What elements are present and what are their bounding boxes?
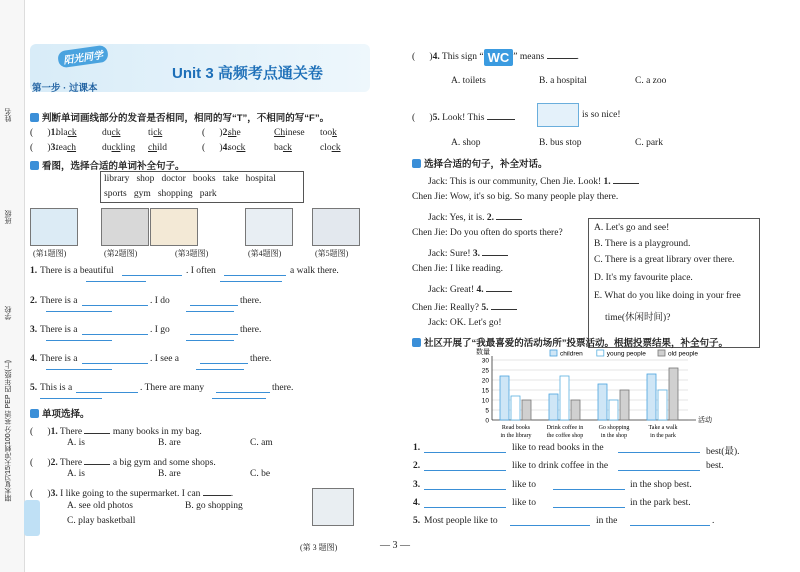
s2-sentence-part-c: there. [272, 383, 294, 393]
dialogue-speaker: Jack: [428, 177, 450, 187]
s2-sentence-part-b: . I often [186, 266, 216, 276]
s1-item-num: 1. [50, 128, 58, 138]
caption-1: (第1题图) [33, 249, 67, 258]
s2-blank-1[interactable] [76, 383, 138, 393]
s5-text-tail: . [712, 516, 715, 526]
bar-young-people [609, 400, 618, 420]
dialogue-text: Great! [449, 285, 477, 295]
q3-line: ( )3. I like going to the supermarket. I can . [30, 486, 233, 499]
s1-item [30, 128, 163, 138]
bar-children [598, 384, 607, 420]
bar-young-people [511, 396, 520, 420]
s5-blank-2[interactable] [553, 498, 625, 508]
dialogue-option: D. It's my favourite place. [594, 273, 693, 283]
sidebar-school-label: 学校 [5, 306, 12, 320]
x-tick-label: in the shop [600, 433, 628, 439]
s2-sentence-num: 4. [30, 354, 38, 364]
s5-text-end: in the [596, 516, 618, 526]
legend-swatch [597, 350, 604, 356]
dialogue-blank[interactable] [482, 246, 508, 256]
s1-underlined-part: k [332, 128, 337, 138]
q3-caption: (第 3 题图) [300, 543, 338, 552]
legend-swatch [550, 350, 557, 356]
s1-underlined-part: ck [153, 128, 163, 138]
s2-blank-1[interactable] [82, 296, 148, 306]
bar-children [549, 394, 558, 420]
dialogue-blank-num: 1. [603, 177, 613, 187]
s1-word: duck [102, 128, 121, 138]
s5-text-mid: like to [512, 498, 537, 508]
dialogue-speaker: Chen Jie: [412, 228, 450, 238]
s2-sentence-num: 1. [30, 266, 38, 276]
s2-blank-2[interactable] [216, 383, 270, 393]
s2-blank-2b[interactable] [196, 368, 244, 370]
y-tick-label: 10 [481, 397, 489, 405]
legend-label: old people [668, 350, 698, 358]
s2-sentence-part-b: . I do [150, 296, 170, 306]
dialogue-speaker: Jack: [428, 285, 450, 295]
s1-item [202, 128, 337, 138]
s1-word: child [148, 143, 167, 153]
s1-word: teach [56, 143, 77, 153]
q2-text-b: a big gym and some shops. [112, 458, 216, 468]
s5-text-mid: like to read books in the [512, 443, 604, 453]
s1-word: she [228, 128, 241, 138]
dialogue-text: Yes, it is. [449, 213, 487, 223]
s1-answer-paren[interactable]: ( ) [202, 143, 223, 153]
dialogue-line [412, 228, 563, 238]
s2-blank-2b[interactable] [220, 280, 282, 282]
dialogue-blank[interactable] [496, 210, 522, 220]
legend-swatch [658, 350, 665, 356]
s2-sentence-part-a: There is a beautiful [40, 266, 114, 276]
bus-stop-icon [537, 103, 579, 127]
s1-underlined-part: ck [111, 128, 121, 138]
s2-blank-2[interactable] [224, 266, 286, 276]
s2-sentence-part-a: There is a [40, 325, 78, 335]
dialogue-option: time(休闲时间)? [605, 313, 671, 323]
q5-option-b[interactable]: B. bus stop [539, 138, 582, 148]
dialogue-line [428, 246, 508, 259]
s5-sentence-num: 3. [413, 480, 421, 490]
dialogue-line [428, 282, 512, 295]
dialogue-line [412, 300, 517, 313]
s2-blank-1b[interactable] [46, 339, 112, 341]
s1-word: Chinese [274, 128, 305, 138]
q4-blank[interactable] [547, 49, 577, 59]
s1-underlined-part: ck [111, 143, 121, 153]
s2-sentence-part-c: there. [240, 325, 262, 335]
section-marker-icon [412, 159, 421, 168]
s2-sentence-part-a: There is a [40, 296, 78, 306]
q3-option-c[interactable]: C. play basketball [67, 516, 136, 526]
brand-logo: 阳光同学 [57, 45, 109, 69]
q4-text-a: This sign “ [441, 52, 484, 62]
dialogue-line [428, 210, 522, 223]
s2-sentence-num: 2. [30, 296, 38, 306]
s1-item [30, 143, 167, 153]
sidebar-class-label: 班级 [5, 210, 12, 224]
s2-blank-2b[interactable] [186, 339, 234, 341]
dialogue-option: E. What do you like doing in your free [594, 291, 741, 301]
s1-word: black [56, 128, 77, 138]
s5-blank-1[interactable] [424, 461, 506, 471]
s1-word: tick [148, 128, 163, 138]
dialogue-blank-num: 4. [476, 285, 487, 295]
dialogue-blank-num: 3. [472, 249, 483, 259]
s2-blank-1[interactable] [82, 354, 148, 364]
q1-num: 1. [50, 427, 58, 437]
dialogue-line [412, 192, 618, 202]
dialogue-speaker: Jack: [428, 318, 450, 328]
s5-sentence-num: 5. [413, 516, 421, 526]
s1-word: took [320, 128, 337, 138]
bar-children [500, 376, 509, 420]
s2-heading [30, 158, 185, 172]
legend-label: children [560, 350, 583, 358]
x-tick-label: Drink coffee in [546, 425, 584, 431]
x-tick-label: in the park [650, 433, 676, 439]
s4-heading-text: 选择合适的句子，补全对话。 [424, 159, 548, 170]
q4-option-b[interactable]: B. a hospital [539, 76, 587, 86]
picture-hospital [245, 208, 293, 246]
s1-word: clock [320, 143, 341, 153]
s2-sentence-part-c: there. [240, 296, 262, 306]
y-tick-label: 0 [485, 417, 489, 425]
s5-heading [412, 335, 728, 349]
picture-shop [150, 208, 198, 246]
brand-badge [24, 500, 40, 536]
x-tick-label: the coffee shop [546, 433, 584, 439]
q4-option-c[interactable]: C. a zoo [635, 76, 667, 86]
bar-old-people [620, 390, 629, 420]
s2-heading-text: 看图，选择合适的单词补全句子。 [42, 161, 185, 172]
s5-blank-1[interactable] [424, 498, 506, 508]
q3-text-a: I like going to the supermarket. I can [60, 489, 201, 499]
dialogue-speaker: Chen Jie: [412, 303, 450, 313]
dialogue-text: Do you often do sports there? [450, 228, 563, 238]
s1-underlined-part: Ch [274, 128, 286, 138]
q5-text-b: is so nice! [582, 110, 621, 120]
legend-label: young people [606, 350, 646, 358]
bar-children [647, 374, 656, 420]
s2-sentence-part-a: This is a [40, 383, 73, 393]
s2-sentence-part-b: . There are many [140, 383, 205, 393]
s5-text-mid: Most people like to [424, 516, 498, 526]
q4-num: 4. [432, 52, 440, 62]
word-bank-line1: library shop doctor books take hospital [104, 174, 276, 184]
s2-blank-1[interactable] [82, 325, 148, 335]
s5-blank-2[interactable] [618, 443, 700, 453]
s2-blank-2[interactable] [190, 325, 238, 335]
s1-heading [30, 110, 329, 124]
q2-option-c[interactable]: C. be [250, 469, 271, 479]
s2-blank-1[interactable] [122, 266, 182, 276]
q1-option-c[interactable]: C. am [250, 438, 273, 448]
q5-blank[interactable] [487, 110, 515, 120]
y-tick-label: 25 [481, 367, 489, 375]
q2-option-b[interactable]: B. are [158, 469, 181, 479]
q3-blank[interactable] [203, 486, 231, 496]
q5-num: 5. [432, 113, 440, 123]
caption-5: (第5题图) [315, 249, 349, 258]
x-tick-label: Go shopping [598, 425, 630, 431]
s1-answer-paren[interactable]: ( ) [30, 143, 51, 153]
s2-blank-2b[interactable] [186, 310, 234, 312]
q5-text-a: Look! This [442, 113, 485, 123]
dialogue-options-box [588, 218, 760, 348]
s5-blank-2[interactable] [618, 461, 700, 471]
s1-underlined-part: ch [148, 143, 157, 153]
sidebar-name-label: 姓名 [5, 108, 12, 122]
s2-blank-1b[interactable] [40, 397, 102, 399]
q3-num: 3. [50, 489, 58, 499]
section-marker-icon [30, 113, 39, 122]
caption-2: (第2题图) [104, 249, 138, 258]
dialogue-blank[interactable] [486, 282, 512, 292]
y-tick-label: 20 [481, 377, 489, 385]
q5-option-c[interactable]: C. park [635, 138, 663, 148]
q4-line: ( )4. This sign “ WC ” means . [412, 50, 579, 65]
s5-text-mid: like to [512, 480, 537, 490]
s1-underlined-part: ck [236, 143, 246, 153]
dialogue-text: Really? [450, 303, 482, 313]
x-tick-label: Read books [501, 425, 531, 431]
section-marker-icon [30, 409, 39, 418]
s5-blank-1[interactable] [424, 480, 506, 490]
x-tick-label: Take a walk [648, 425, 678, 431]
s5-text-end: best(最). [706, 447, 740, 457]
word-bank-line2: sports gym shopping park [104, 189, 217, 199]
q2-option-a[interactable]: A. is [67, 469, 85, 479]
q1-line: ( )1. There many books in my bag. [30, 424, 202, 437]
s2-blank-1b[interactable] [46, 310, 112, 312]
s2-sentence-part-c: there. [250, 354, 272, 364]
dialogue-blank-num: 2. [486, 213, 497, 223]
q1-text-a: There [59, 427, 83, 437]
vote-bar-chart [470, 348, 770, 440]
q3-option-b[interactable]: B. go shopping [185, 501, 243, 511]
q1-option-b[interactable]: B. are [158, 438, 181, 448]
wc-sign-icon: WC [484, 49, 514, 66]
caption-4: (第4题图) [248, 249, 282, 258]
x-axis-label: 活动 [698, 416, 712, 424]
dialogue-blank[interactable] [613, 174, 639, 184]
bar-old-people [522, 400, 531, 420]
y-axis-label: 数量 [476, 348, 490, 356]
s5-blank-2[interactable] [553, 480, 625, 490]
q4-text-b: ” means [513, 52, 545, 62]
dialogue-option: C. There is a great library over there. [594, 255, 735, 265]
page-number: — 3 — [380, 540, 410, 551]
dialogue-text: Wow, it's so big. So many people play there. [449, 192, 619, 202]
s2-sentence-part-a: There is a [40, 354, 78, 364]
s1-heading-text: 判断单词画线部分的发音是否相同，相同的写“T”，不相同的写“F”。 [42, 113, 330, 124]
s1-answer-paren[interactable]: ( ) [30, 128, 51, 138]
dialogue-option: B. There is a playground. [594, 239, 691, 249]
s3-heading [30, 406, 90, 420]
picture-park [30, 208, 78, 246]
step-label: 第一步 · 过课本 [32, 83, 98, 94]
s1-item-num: 2. [222, 128, 230, 138]
dialogue-speaker: Chen Jie: [412, 264, 450, 274]
picture-gym [101, 208, 149, 246]
q3-option-a[interactable]: A. see old photos [67, 501, 133, 511]
s5-text-mid: like to drink coffee in the [512, 461, 609, 471]
s5-text-end: in the shop best. [630, 480, 692, 490]
q2-text-a: There [59, 458, 83, 468]
s5-blank-2[interactable] [510, 516, 590, 526]
dialogue-speaker: Chen Jie: [412, 192, 450, 202]
s1-underlined-part: ck [282, 143, 292, 153]
q2-line: ( )2. There a big gym and some shops. [30, 455, 216, 468]
y-tick-label: 15 [481, 387, 489, 395]
q1-option-a[interactable]: A. is [67, 438, 85, 448]
s5-blank-3[interactable] [630, 516, 710, 526]
dialogue-line [428, 174, 639, 187]
dialogue-blank-num: 5. [481, 303, 491, 313]
y-tick-label: 5 [485, 407, 489, 415]
picture-library [312, 208, 360, 246]
s1-underlined-part: ch [67, 143, 77, 153]
s2-blank-2b[interactable] [212, 397, 266, 399]
q1-blank[interactable] [84, 424, 110, 434]
q2-num: 2. [50, 458, 58, 468]
sidebar-book-title: 期末复习15天冲刺100分 英语 PEP 四年级(上) [5, 360, 12, 502]
section-marker-icon [412, 338, 421, 347]
q2-blank[interactable] [84, 455, 110, 465]
bar-young-people [560, 376, 569, 420]
s2-blank-2[interactable] [190, 296, 238, 306]
y-tick-label: 30 [481, 357, 489, 365]
s2-sentence-part-b: . I go [150, 325, 170, 335]
s1-word: duckling [102, 143, 136, 153]
s2-blank-1b[interactable] [86, 280, 146, 282]
s1-item-num: 3. [50, 143, 58, 153]
dialogue-speaker: Jack: [428, 213, 450, 223]
s2-blank-2[interactable] [200, 354, 248, 364]
s2-sentence-part-c: a walk there. [290, 266, 339, 276]
s5-heading-text: 社区开展了“我最喜爱的活动场所”投票活动。根据投票结果，补全句子。 [424, 338, 729, 349]
dialogue-text: This is our community, Chen Jie. Look! [449, 177, 604, 187]
q5-line: ( )5. Look! This [412, 110, 515, 123]
s3-heading-text: 单项选择。 [42, 409, 90, 420]
bar-old-people [669, 368, 678, 420]
page-title: Unit 3 高频考点通关卷 [172, 65, 323, 82]
dialogue-line [412, 264, 503, 274]
s2-blank-1b[interactable] [46, 368, 112, 370]
bar-old-people [571, 400, 580, 420]
picture-supermarket [312, 488, 354, 526]
s2-sentence-num: 3. [30, 325, 38, 335]
dialogue-text: OK. Let's go! [449, 318, 502, 328]
q4-option-a[interactable]: A. toilets [451, 76, 486, 86]
s1-underlined-part: ck [331, 143, 341, 153]
dialogue-blank[interactable] [491, 300, 517, 310]
s1-item [202, 143, 341, 153]
s5-sentence-num: 2. [413, 461, 421, 471]
x-tick-label: in the library [500, 433, 532, 439]
s1-word: back [274, 143, 292, 153]
s5-blank-1[interactable] [424, 443, 506, 453]
dialogue-speaker: Jack: [428, 249, 450, 259]
s4-heading [412, 156, 548, 170]
s2-sentence-part-b: . I see a [150, 354, 180, 364]
s1-underlined-part: sh [228, 128, 237, 138]
bar-young-people [658, 390, 667, 420]
s1-answer-paren[interactable]: ( ) [202, 128, 223, 138]
section-marker-icon [30, 161, 39, 170]
s2-sentence-num: 5. [30, 383, 38, 393]
s5-text-end: best. [706, 461, 724, 471]
s1-word: sock [228, 143, 246, 153]
q1-text-b: many books in my bag. [112, 427, 202, 437]
s5-sentence-num: 1. [413, 443, 421, 453]
dialogue-text: Sure! [449, 249, 473, 259]
q5-option-a[interactable]: A. shop [451, 138, 481, 148]
dialogue-text: I like reading. [450, 264, 504, 274]
s5-text-end: in the park best. [630, 498, 691, 508]
dialogue-line [428, 318, 501, 328]
caption-3: (第3题图) [175, 249, 209, 258]
s1-underlined-part: ck [67, 128, 77, 138]
s1-item-num: 4. [222, 143, 230, 153]
dialogue-option: A. Let's go and see! [594, 223, 670, 233]
s5-sentence-num: 4. [413, 498, 421, 508]
